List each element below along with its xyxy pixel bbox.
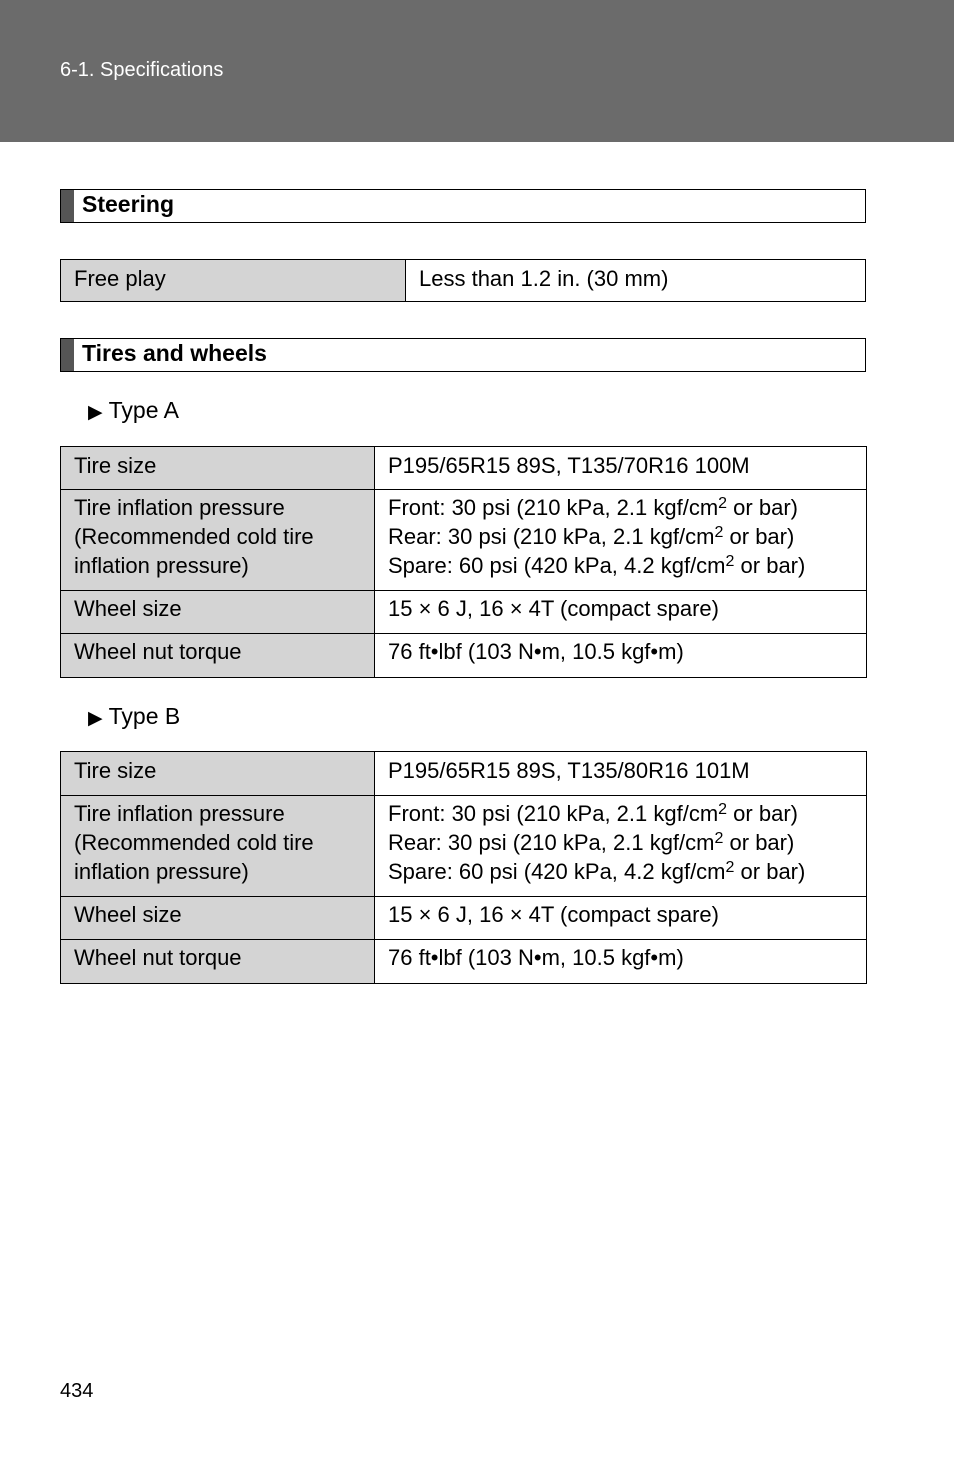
- table-row: [61, 260, 866, 302]
- heading-marker: [61, 339, 74, 371]
- pressure-label-line: (Recommended cold tire: [74, 830, 314, 855]
- table-row: [61, 591, 867, 634]
- pressure-value: [375, 490, 867, 591]
- table-row: [61, 940, 867, 984]
- pressure-label-line: (Recommended cold tire: [74, 524, 314, 549]
- front-pressure: Front: 30 psi (210 kPa, 2.1 kgf/$cm^2$ or bar): [388, 801, 798, 826]
- wheel-size-value: 15 × 6 J, 16 × 4T (compact spare): [375, 591, 867, 634]
- tire-size-label: Tire size: [61, 447, 375, 490]
- table-row: [61, 447, 867, 490]
- tire-size-label: Tire size: [61, 752, 375, 796]
- type-b-label: Type B: [108, 703, 181, 729]
- wheel-size-label: Wheel size: [61, 897, 375, 940]
- table-row: [61, 634, 867, 678]
- pressure-label: [61, 490, 375, 591]
- pressure-label-line: inflation pressure): [74, 553, 249, 578]
- tire-size-value: P195/65R15 89S, T135/70R16 100M: [375, 447, 867, 490]
- pressure-value: [375, 796, 867, 897]
- table-row: [61, 490, 867, 591]
- pressure-label: [61, 796, 375, 897]
- spare-pressure: Spare: 60 psi (420 kPa, 4.2 kgf/$cm^2$ or bar): [388, 859, 806, 884]
- steering-table: [60, 259, 866, 302]
- type-b-heading: [88, 703, 180, 730]
- torque-label: Wheel nut torque: [61, 940, 375, 984]
- spare-pressure: Spare: 60 psi (420 kPa, 4.2 kgf/$cm^2$ or bar): [388, 553, 806, 578]
- type-a-label: Type A: [108, 397, 179, 423]
- pressure-label-line: inflation pressure): [74, 859, 249, 884]
- type-a-table: [60, 446, 867, 678]
- tire-size-value: P195/65R15 89S, T135/80R16 101M: [375, 752, 867, 796]
- wheel-size-value: 15 × 6 J, 16 × 4T (compact spare): [375, 897, 867, 940]
- free-play-label: Free play: [61, 260, 406, 302]
- table-row: [61, 796, 867, 897]
- wheel-size-label: Wheel size: [61, 591, 375, 634]
- pressure-label-line: Tire inflation pressure: [74, 495, 285, 520]
- arrow-right-icon: ▶: [88, 708, 103, 729]
- table-row: [61, 897, 867, 940]
- section-title: 6-1. Specifications: [60, 59, 224, 81]
- pressure-label-line: Tire inflation pressure: [74, 801, 285, 826]
- torque-label: Wheel nut torque: [61, 634, 375, 678]
- steering-heading-text: Steering: [82, 191, 175, 217]
- rear-pressure: Rear: 30 psi (210 kPa, 2.1 kgf/$cm^2$ or bar): [388, 830, 795, 855]
- front-pressure: Front: 30 psi (210 kPa, 2.1 kgf/$cm^2$ or bar): [388, 495, 798, 520]
- rear-pressure: Rear: 30 psi (210 kPa, 2.1 kgf/$cm^2$ or bar): [388, 524, 795, 549]
- torque-value: 76 ft•lbf (103 N•m, 10.5 kgf•m): [375, 634, 867, 678]
- arrow-right-icon: ▶: [88, 402, 103, 423]
- free-play-value: Less than 1.2 in. (30 mm): [406, 260, 866, 302]
- type-b-table: [60, 751, 867, 984]
- table-row: [61, 752, 867, 796]
- page-number: 434: [60, 1380, 94, 1402]
- type-a-heading: [88, 397, 179, 424]
- steering-heading: [60, 189, 866, 223]
- heading-marker: [61, 190, 74, 222]
- tires-heading: [60, 338, 866, 372]
- tires-heading-text: Tires and wheels: [82, 340, 267, 366]
- torque-value: 76 ft•lbf (103 N•m, 10.5 kgf•m): [375, 940, 867, 984]
